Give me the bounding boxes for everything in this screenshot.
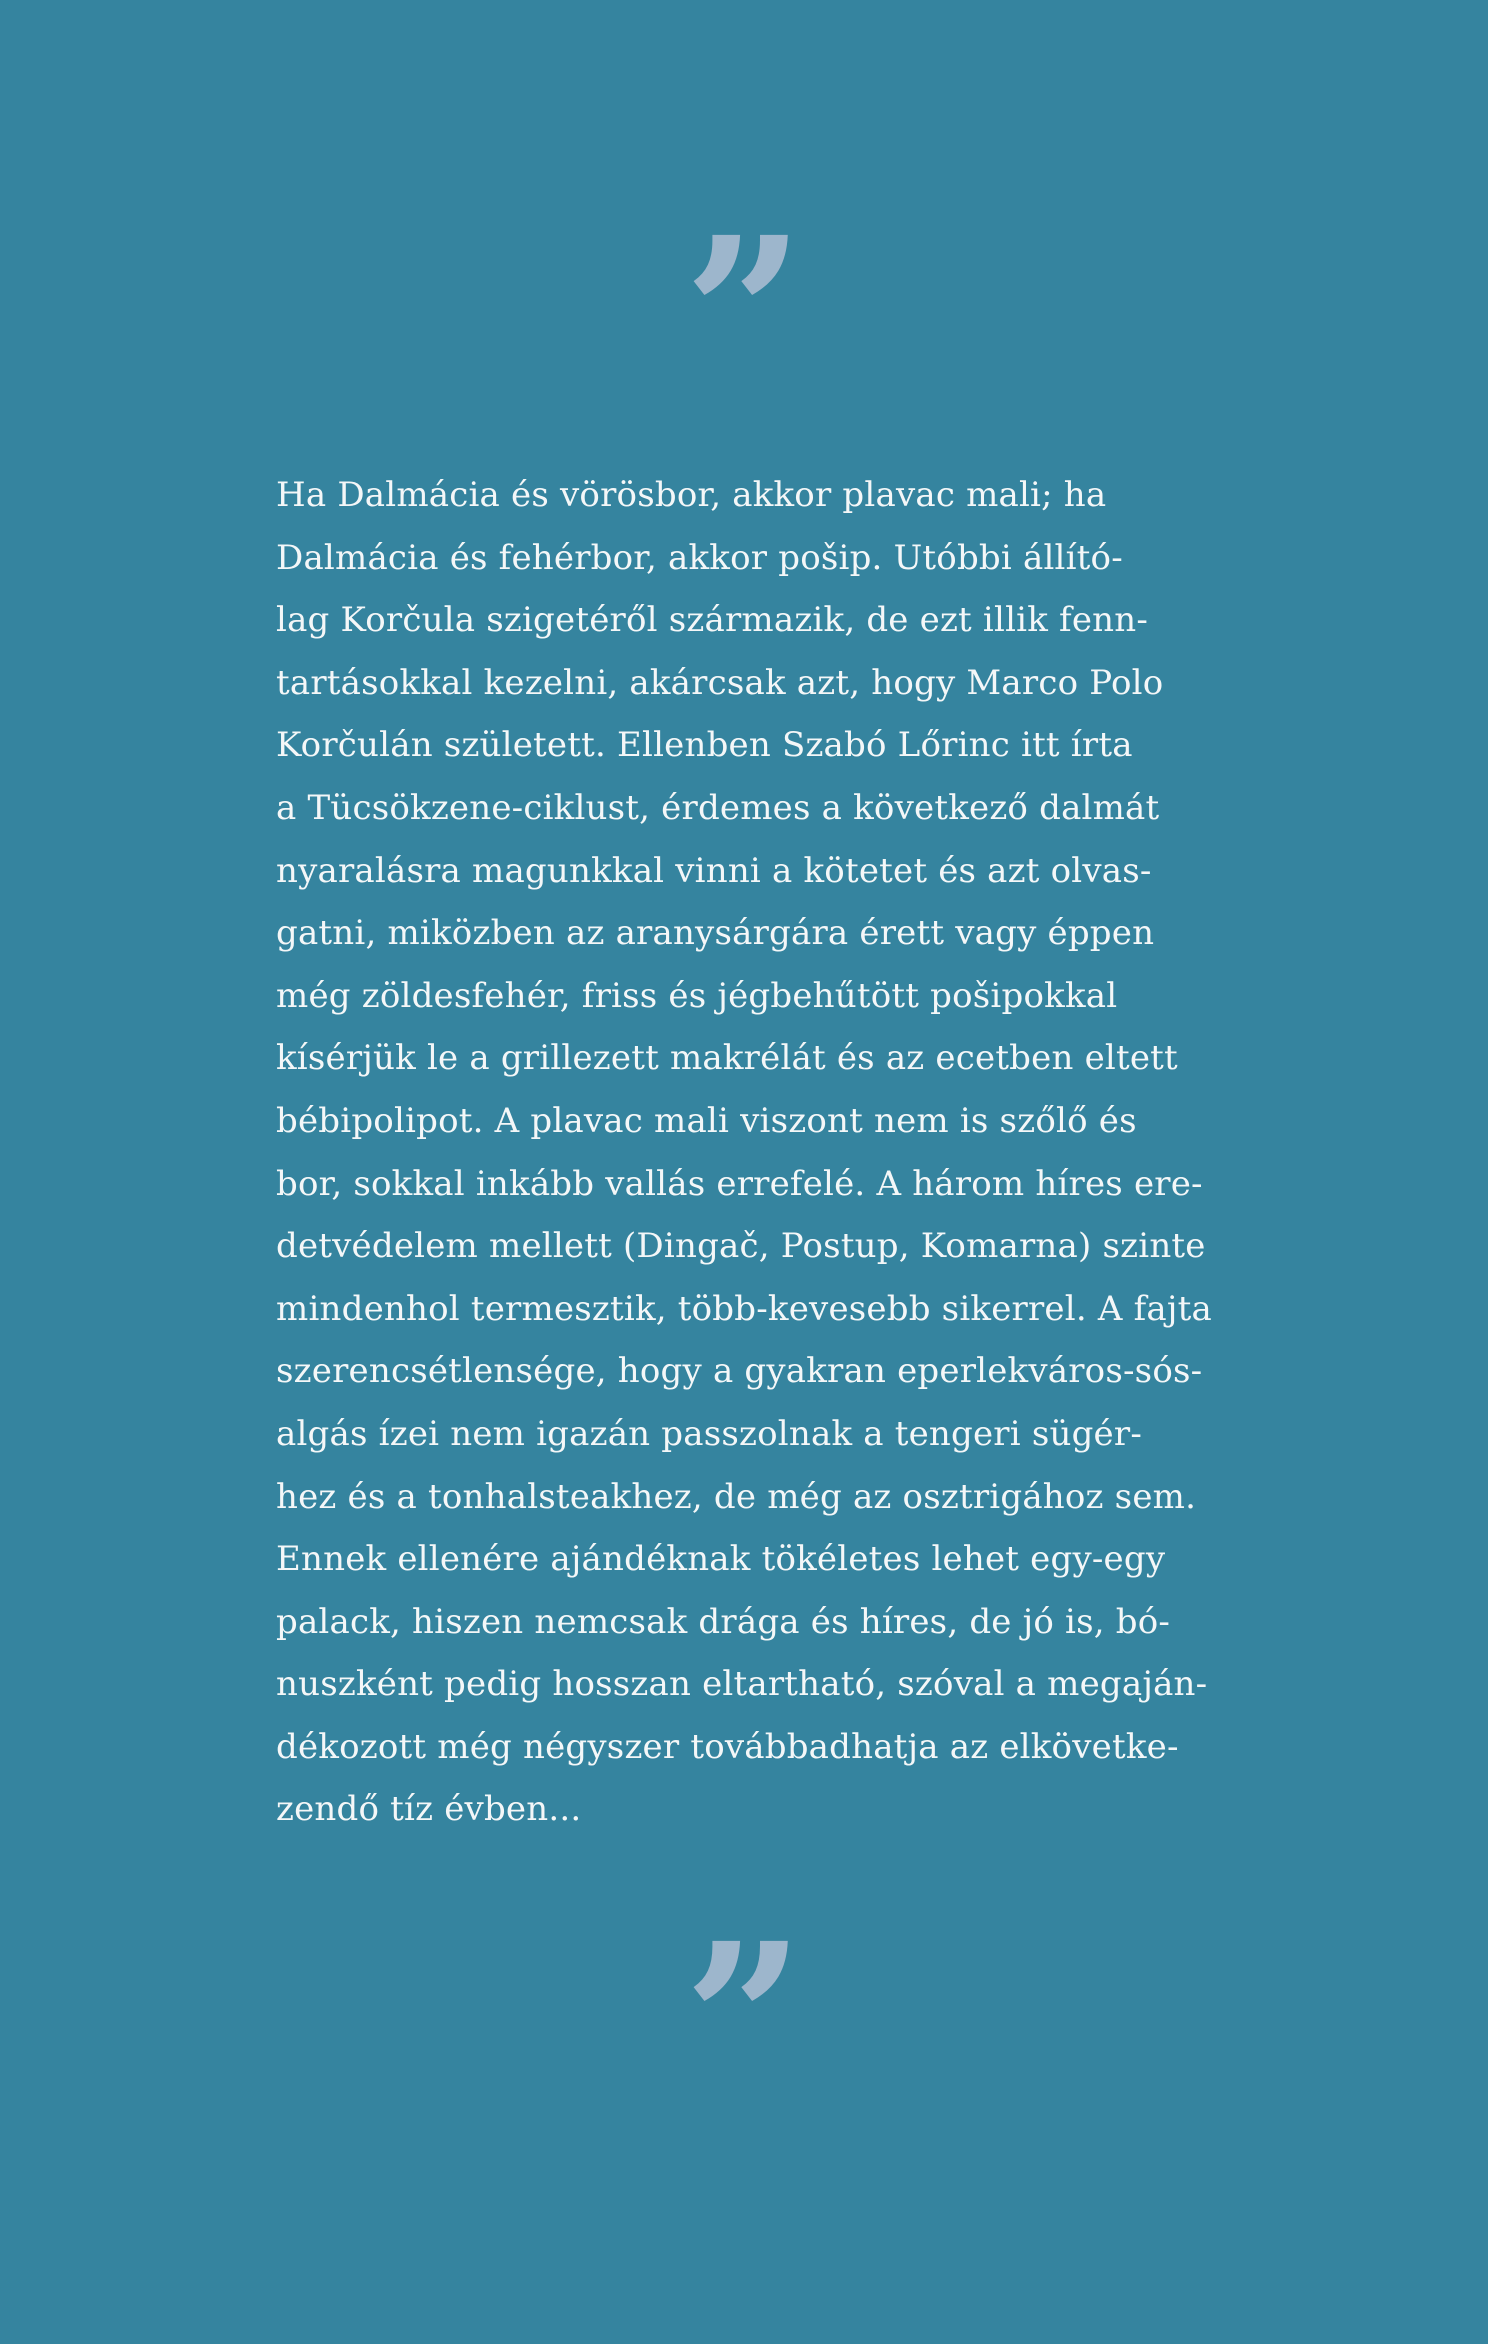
quote-line: kísérjük le a grillezett makrélát és az ecetben eltett (276, 1038, 1178, 1079)
quote-line: hez és a tonhalsteakhez, de még az osztrigához sem. (276, 1476, 1197, 1517)
quote-line: gatni, miközben az aranysárgára érett vagy éppen (276, 913, 1155, 954)
quote-line: mindenhol termesztik, több-kevesebb sikerrel. A fajta (276, 1288, 1212, 1329)
quote-line: nyaralásra magunkkal vinni a kötetet és azt olvas- (276, 850, 1152, 891)
quote-text (276, 464, 1236, 1841)
quote-line: lag Korčula szigetéről származik, de ezt illik fenn- (276, 600, 1149, 641)
quote-line: tartásokkal kezelni, akárcsak azt, hogy Marco Polo (276, 662, 1164, 703)
quote-line: algás ízei nem igazán passzolnak a tengeri sügér- (276, 1413, 1143, 1454)
closing-quote-mark-icon: ” (683, 1897, 805, 2144)
quote-line: Ennek ellenére ajándéknak tökéletes lehet egy-egy (276, 1539, 1166, 1580)
quote-line: bor, sokkal inkább vallás errefelé. A három híres ere- (276, 1163, 1203, 1204)
quote-line: szerencsétlensége, hogy a gyakran eperlekváros-sós- (276, 1351, 1203, 1392)
quote-line: bébipolipot. A plavac mali viszont nem is szőlő és (276, 1100, 1137, 1141)
quote-line: nuszként pedig hosszan eltartható, szóval a megaján- (276, 1664, 1208, 1705)
quote-line: Korčulán született. Ellenben Szabó Lőrinc itt írta (276, 725, 1133, 766)
opening-quote-mark-icon: ” (683, 191, 805, 438)
quote-line: Dalmácia és fehérbor, akkor pošip. Utóbbi állító- (276, 537, 1123, 578)
quote-line: zendő tíz évben... (276, 1789, 582, 1830)
quote-line: még zöldesfehér, friss és jégbehűtött pošipokkal (276, 975, 1118, 1016)
quote-line: a Tücsökzene-ciklust, érdemes a következő dalmát (276, 787, 1160, 828)
quote-line: detvédelem mellett (Dingač, Postup, Komarna) szinte (276, 1226, 1206, 1267)
quote-line: Ha Dalmácia és vörösbor, akkor plavac mali; ha (276, 475, 1107, 515)
quote-line: dékozott még négyszer továbbadhatja az elkövetke- (276, 1726, 1179, 1767)
quote-line: palack, hiszen nemcsak drága és híres, de jó is, bó- (276, 1601, 1171, 1642)
